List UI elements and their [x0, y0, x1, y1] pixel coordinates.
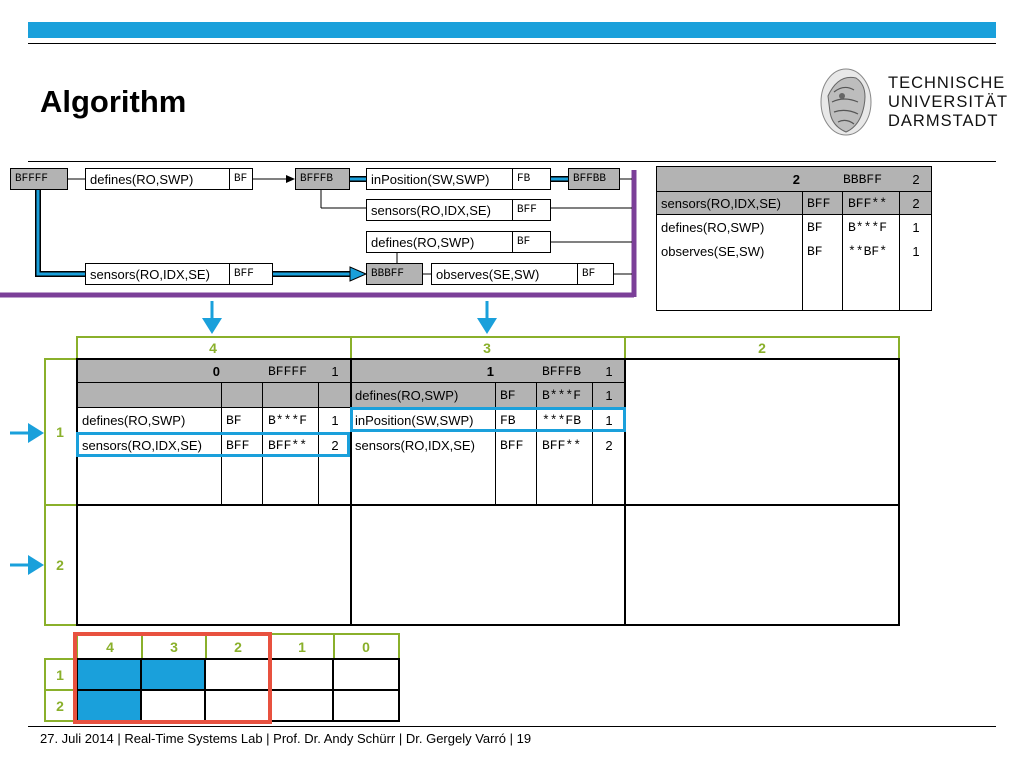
t1-row-adornment: BF: [500, 387, 516, 403]
footer-rule: [28, 726, 996, 727]
t0-row-pattern: B***F: [268, 412, 308, 428]
rule-adornment: BF: [577, 264, 595, 284]
node-label: BFFFF: [15, 173, 49, 185]
rule-adornment: FB: [512, 169, 530, 189]
table-head-num: 2: [792, 171, 800, 187]
t0-blank-row: [78, 383, 350, 408]
rule-label: observes(SE,SW): [436, 266, 540, 282]
t1-row-adornment: BFF: [500, 437, 524, 453]
t1-row-label: inPosition(SW,SWP): [355, 412, 474, 428]
mini-row-label: 2: [56, 697, 64, 714]
t1-row-pattern: B***F: [542, 387, 582, 403]
rule-adornment: BF: [512, 232, 530, 252]
t1-row-count: 1: [605, 387, 613, 403]
mini-col-label: 4: [106, 638, 114, 655]
table-row-pattern: BFF**: [848, 195, 888, 211]
t1-head-num: 1: [486, 363, 494, 379]
node-label: BFFBB: [573, 173, 607, 185]
rule-label: inPosition(SW,SWP): [371, 171, 490, 187]
t1-row-pattern: ***FB: [542, 412, 582, 428]
t0-row-label: defines(RO,SWP): [82, 412, 186, 428]
table-row-label: sensors(RO,IDX,SE): [661, 195, 781, 211]
table-row-adornment: BF: [807, 219, 823, 235]
rule-adornment: BFF: [512, 200, 537, 220]
table-head-adornment: BBBFF: [843, 171, 883, 187]
mini-cell: [334, 660, 398, 689]
mini-cell: [270, 691, 334, 720]
rule-label: defines(RO,SWP): [371, 234, 475, 250]
mini-col-label: 0: [362, 638, 370, 655]
t0-head-count: 1: [331, 363, 339, 379]
grid-row-label: 1: [56, 424, 64, 440]
table-row-count: 1: [912, 243, 920, 259]
t1-head-count: 1: [605, 363, 613, 379]
mini-red-selection: [73, 632, 272, 724]
table-row-count: 1: [912, 219, 920, 235]
t0-row-count: 2: [331, 437, 339, 453]
table-row-pattern: **BF*: [848, 243, 888, 259]
t0-row-count: 1: [331, 412, 339, 428]
rule-observes: [431, 263, 614, 285]
footer-text: 27. Juli 2014 | Real-Time Systems Lab | Prof. Dr. Andy Schürr | Dr. Gergely Varró | 19: [40, 731, 532, 746]
t1-highlight: [350, 407, 626, 432]
table-head-count: 2: [912, 171, 920, 187]
mini-col-label: 2: [234, 638, 242, 655]
table-row-label: defines(RO,SWP): [661, 219, 765, 235]
t0-row-adornment: BFF: [226, 437, 250, 453]
t1-row-count: 2: [605, 437, 613, 453]
t0-row-adornment: BF: [226, 412, 242, 428]
rule-adornment: BF: [229, 169, 247, 189]
rule-adornment: BFF: [229, 264, 254, 284]
node-bfffb: [295, 168, 350, 190]
table-row-adornment: BFF: [807, 195, 831, 211]
node-label: BBBFF: [371, 268, 405, 280]
t1-head-adornment: BFFFB: [542, 363, 582, 379]
table-row-count: 2: [912, 195, 920, 211]
table-row-label: observes(SE,SW): [661, 243, 765, 259]
node-bffbb: [568, 168, 620, 190]
t0-row-pattern: BFF**: [268, 437, 308, 453]
grid-row-label: 2: [56, 557, 64, 573]
rule-label: sensors(RO,IDX,SE): [90, 266, 210, 282]
t0-head-num: 0: [212, 363, 220, 379]
t1-row-label: defines(RO,SWP): [355, 387, 459, 403]
node-bbbff: [366, 263, 423, 285]
grid-col-label: 2: [758, 339, 766, 356]
t0-highlight: [76, 432, 350, 457]
node-label: BFFFB: [300, 173, 334, 185]
logo-line-2: UNIVERSITÄT: [888, 93, 1009, 111]
t1-row-label: sensors(RO,IDX,SE): [355, 437, 475, 453]
logo-line-1: TECHNISCHE: [888, 74, 1006, 92]
t0-row-label: sensors(RO,IDX,SE): [82, 437, 202, 453]
grid-col-label: 3: [483, 339, 491, 356]
mini-cell: [270, 660, 334, 689]
mini-col-label: 3: [170, 638, 178, 655]
table-row-pattern: B***F: [848, 219, 888, 235]
t0-head-adornment: BFFFF: [268, 363, 308, 379]
grid-col-label: 4: [209, 339, 217, 356]
mini-row-label: 1: [56, 666, 64, 683]
rule-inposition: [366, 168, 551, 190]
rule-defines-2: [366, 231, 551, 253]
t1-row-adornment: FB: [500, 412, 516, 428]
rule-defines: [85, 168, 253, 190]
rule-label: sensors(RO,IDX,SE): [371, 202, 491, 218]
table-row-adornment: BF: [807, 243, 823, 259]
table-node-2: [656, 166, 932, 311]
rule-label: defines(RO,SWP): [90, 171, 194, 187]
logo-line-3: DARMSTADT: [888, 112, 999, 130]
t1-row-pattern: BFF**: [542, 437, 582, 453]
mini-col-label: 1: [298, 638, 306, 655]
node-bffff: [10, 168, 68, 190]
rule-sensors-1: [366, 199, 551, 221]
t1-row-count: 1: [605, 412, 613, 428]
mini-cell: [334, 691, 398, 720]
page-title: Algorithm: [40, 84, 187, 119]
rule-sensors-2: [85, 263, 273, 285]
